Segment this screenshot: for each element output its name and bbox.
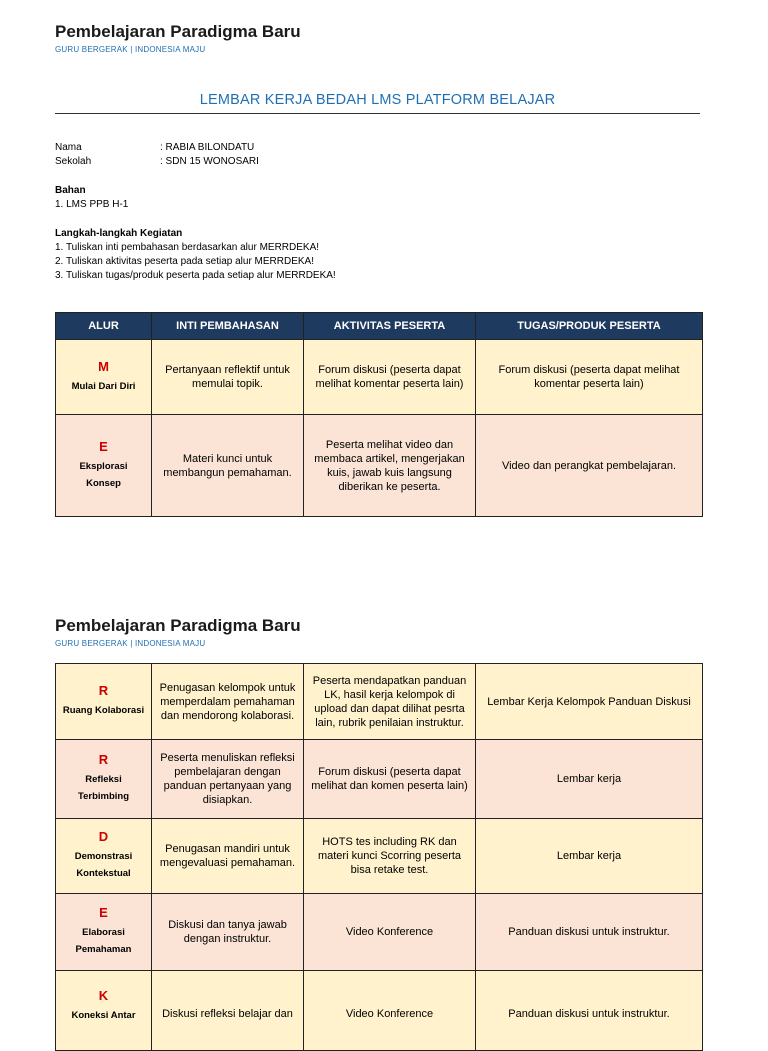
alur-cell — [56, 664, 152, 740]
inti-cell: Peserta menuliskan refleksi pembelajaran dengan panduan pertanyaan yang disiapkan. — [152, 740, 304, 819]
bahan-heading: Bahan — [55, 185, 86, 196]
alur-cell — [56, 340, 152, 415]
tugas-cell: Video dan perangkat pembelajaran. — [476, 415, 703, 517]
alur-name: Elaborasi Pemahaman — [75, 927, 132, 955]
document-subtitle: GURU BERGERAK | INDONESIA MAJU — [55, 45, 206, 54]
name-label: Nama — [55, 142, 82, 153]
merrdeka-table-page-1 — [55, 312, 703, 517]
alur-name: Ruang Kolaborasi — [62, 705, 145, 716]
alur-cell — [56, 894, 152, 971]
tugas-cell: Forum diskusi (peserta dapat melihat komentar peserta lain) — [476, 340, 703, 415]
aktivitas-cell: Peserta mendapatkan panduan LK, hasil kerja kelompok di upload dan dapat dilihat pesrta lain, rubrik penilaian instruktur. — [304, 664, 476, 740]
alur-name: Demonstrasi Kontekstual — [74, 851, 133, 879]
inti-cell: Diskusi refleksi belajar dan — [152, 971, 304, 1051]
aktivitas-cell: Forum diskusi (peserta dapat melihat dan komen peserta lain) — [304, 740, 476, 819]
header-alur: ALUR — [56, 313, 152, 340]
inti-cell: Materi kunci untuk membangun pemahaman. — [152, 415, 304, 517]
table-row — [56, 664, 703, 740]
tugas-cell: Lembar Kerja Kelompok Panduan Diskusi — [476, 664, 703, 740]
alur-cell — [56, 819, 152, 894]
tugas-cell: Panduan diskusi untuk instruktur. — [476, 971, 703, 1051]
header-aktivitas: AKTIVITAS PESERTA — [304, 313, 476, 340]
inti-cell: Diskusi dan tanya jawab dengan instruktur. — [152, 894, 304, 971]
alur-letter: E — [99, 438, 108, 454]
title-divider — [55, 113, 700, 114]
alur-letter: R — [98, 683, 109, 698]
aktivitas-cell: HOTS tes including RK dan materi kunci Scorring peserta bisa retake test. — [304, 819, 476, 894]
langkah-item-1: 1. Tuliskan inti pembahasan berdasarkan alur MERRDEKA! — [55, 242, 320, 253]
tugas-cell: Lembar kerja — [476, 819, 703, 894]
aktivitas-cell: Video Konference — [304, 971, 476, 1051]
inti-cell: Penugasan kelompok untuk memperdalam pemahaman dan mendorong kolaborasi. — [152, 664, 304, 740]
alur-name: Mulai Dari Diri — [71, 380, 136, 392]
table-row — [56, 415, 703, 517]
tugas-cell: Panduan diskusi untuk instruktur. — [476, 894, 703, 971]
langkah-item-2: 2. Tuliskan aktivitas peserta pada setiap alur MERRDEKA! — [55, 256, 315, 267]
langkah-item-3: 3. Tuliskan tugas/produk peserta pada setiap alur MERRDEKA! — [55, 270, 336, 281]
header-inti: INTI PEMBAHASAN — [152, 313, 304, 340]
header-tugas: TUGAS/PRODUK PESERTA — [476, 313, 703, 340]
table-row — [56, 971, 703, 1051]
alur-name: Refleksi Terbimbing — [77, 774, 130, 802]
name-value: : RABIA BILONDATU — [160, 142, 255, 153]
alur-name: Koneksi Antar — [71, 1010, 136, 1021]
aktivitas-cell: Forum diskusi (peserta dapat melihat komentar peserta lain) — [304, 340, 476, 415]
table-header-row — [56, 313, 703, 340]
table-row — [56, 819, 703, 894]
alur-letter: E — [99, 905, 108, 920]
alur-letter: M — [98, 358, 109, 374]
alur-cell — [56, 971, 152, 1051]
merrdeka-table-page-2 — [55, 663, 703, 1051]
school-label: Sekolah — [55, 156, 92, 167]
aktivitas-cell: Peserta melihat video dan membaca artikel, mengerjakan kuis, jawab kuis langsung diberikan ke peserta. — [304, 415, 476, 517]
table-row — [56, 740, 703, 819]
alur-name: Eksplorasi Konsep — [79, 460, 128, 489]
alur-letter: K — [98, 988, 109, 1003]
table-row — [56, 340, 703, 415]
school-value: : SDN 15 WONOSARI — [160, 156, 259, 167]
document-subtitle: GURU BERGERAK | INDONESIA MAJU — [55, 639, 206, 648]
document-title: Pembelajaran Paradigma Baru — [55, 616, 301, 635]
alur-cell — [56, 740, 152, 819]
sheet-title: LEMBAR KERJA BEDAH LMS PLATFORM BELAJAR — [199, 92, 556, 108]
inti-cell: Penugasan mandiri untuk mengevaluasi pemahaman. — [152, 819, 304, 894]
tugas-cell: Lembar kerja — [476, 740, 703, 819]
document-title: Pembelajaran Paradigma Baru — [55, 22, 301, 41]
aktivitas-cell: Video Konference — [304, 894, 476, 971]
bahan-item: 1. LMS PPB H-1 — [55, 199, 129, 210]
alur-letter: D — [98, 829, 109, 844]
alur-cell — [56, 415, 152, 517]
inti-cell: Pertanyaan reflektif untuk memulai topik. — [152, 340, 304, 415]
langkah-heading: Langkah-langkah Kegiatan — [55, 228, 183, 239]
alur-letter: R — [98, 752, 109, 767]
table-row — [56, 894, 703, 971]
